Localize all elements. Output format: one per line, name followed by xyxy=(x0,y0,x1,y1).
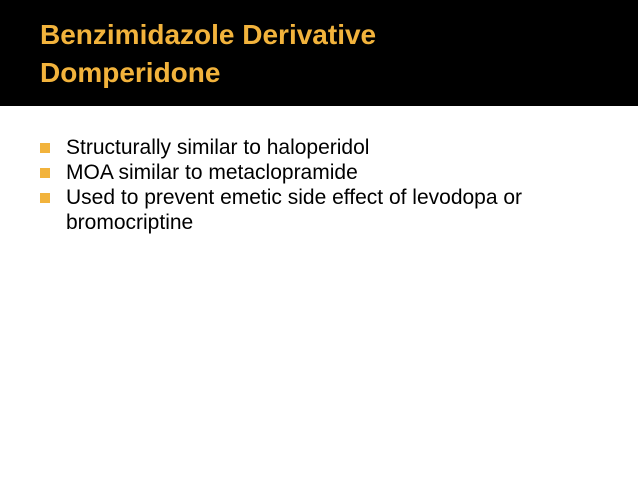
slide-title-line-1: Benzimidazole Derivative xyxy=(40,19,377,50)
bullet-list xyxy=(40,135,610,235)
square-bullet-icon xyxy=(40,193,50,203)
bullet-text: Structurally similar to haloperidol xyxy=(66,136,370,159)
bullet-item xyxy=(40,160,610,185)
bullet-item xyxy=(40,135,610,160)
slide-title-line-2: Domperidone xyxy=(40,57,221,88)
slide-title xyxy=(40,16,630,92)
bullet-text: MOA similar to metaclopramide xyxy=(66,161,358,184)
square-bullet-icon xyxy=(40,168,50,178)
title-bar xyxy=(0,0,638,106)
square-bullet-icon xyxy=(40,143,50,153)
bullet-text: Used to prevent emetic side effect of levodopa or bromocriptine xyxy=(66,186,523,234)
bullet-item xyxy=(40,185,610,235)
